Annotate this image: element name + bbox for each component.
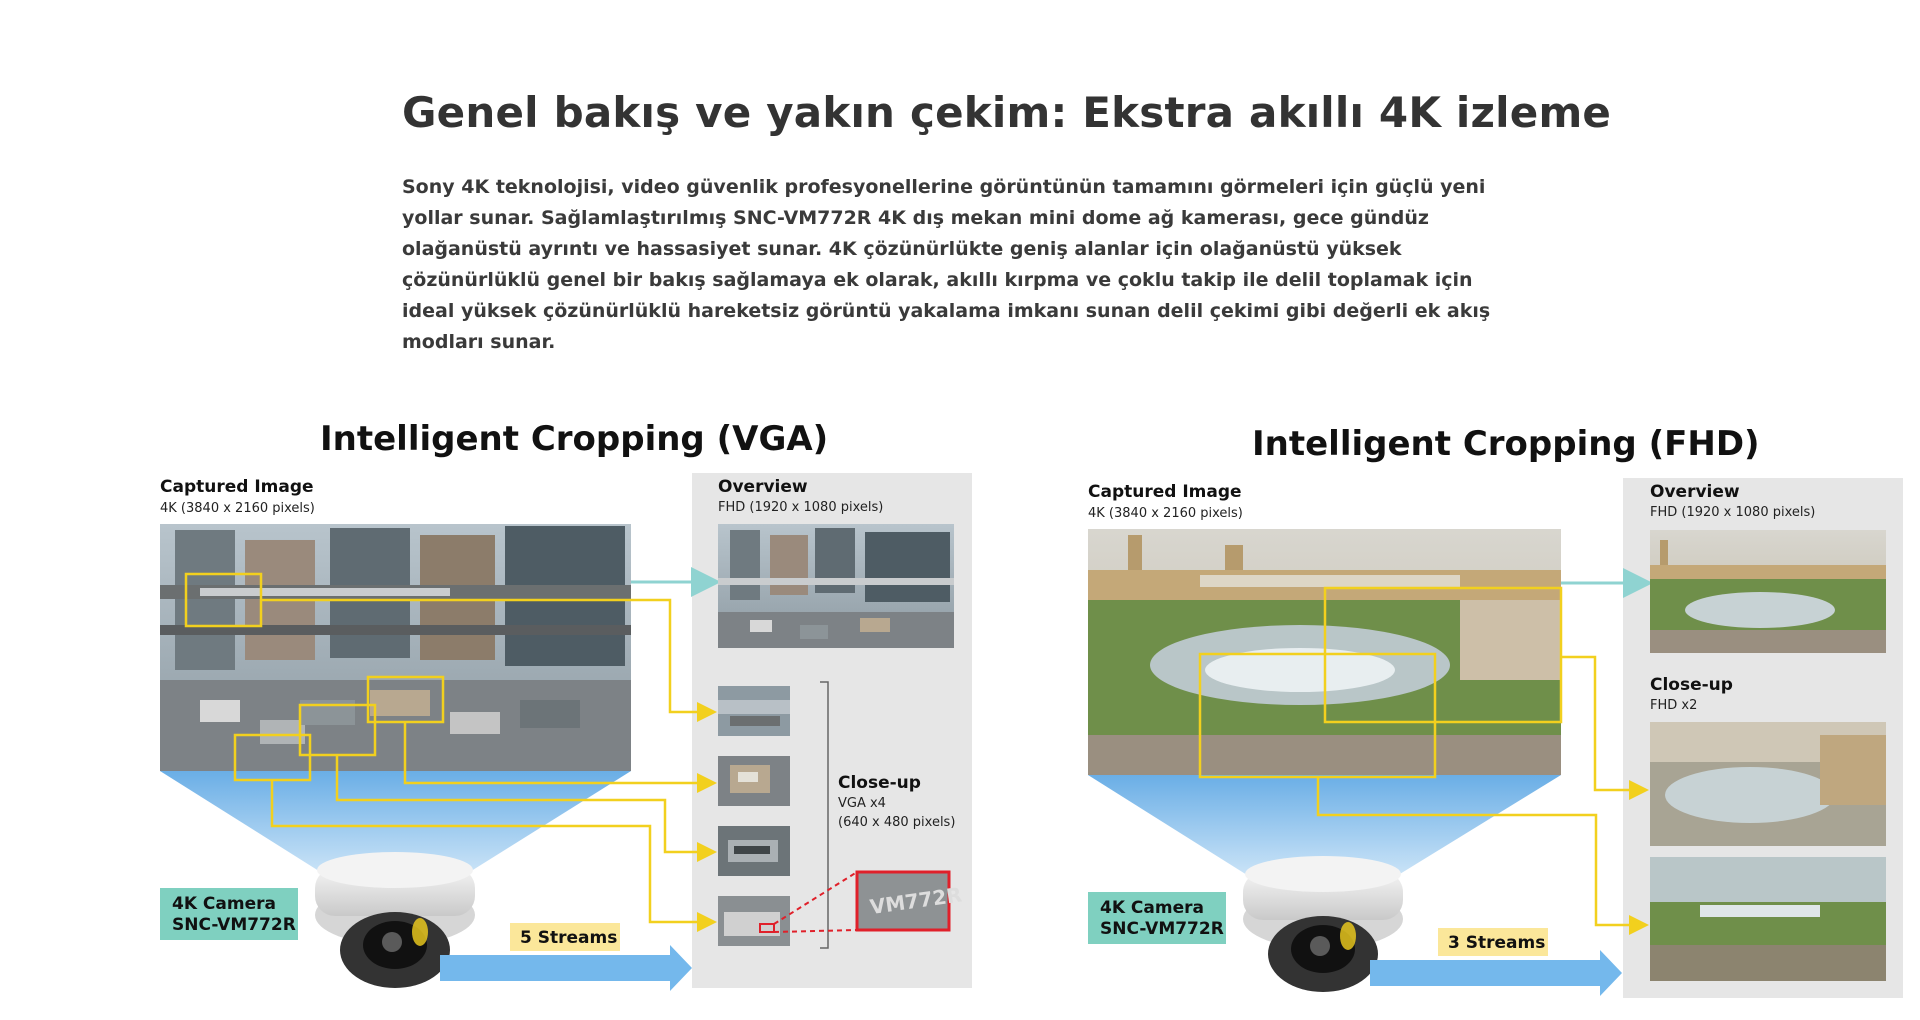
fhd-camera-line1: 4K Camera — [1100, 898, 1204, 918]
vga-plate-zoom — [857, 872, 963, 930]
fhd-overview-image — [1650, 530, 1886, 653]
diagram-vga-title: Intelligent Cropping (VGA) — [320, 419, 829, 459]
fhd-camera-tag — [1088, 892, 1226, 944]
vga-camera-tag — [160, 888, 298, 940]
vga-overview-image — [718, 524, 954, 648]
intro-paragraph: Sony 4K teknolojisi, video güvenlik profesyonellerine görüntünün tamamını görmeleri için güçlü yeni yollar sunar. Sağlamlaştırılmış SNC-VM772R 4K dış mekan mini dome ağ kamerası, gece gündüz olağanüstü ayrıntı ve hassasiyet sunar. 4K çözünürlükte geniş alanlar için olağanüstü yüksek çözünürlüklü genel bir bakış sağlamaya ek olarak, akıllı kırpma ve çoklu takip ile delil toplamak için ideal yüksek çözünürlüklü hareketsiz görüntü yakalama imkanı sunan delil çekimi gibi değerli ek akış modları sunar. — [402, 176, 1491, 353]
vga-captured-sub: 4K (3840 x 2160 pixels) — [160, 501, 315, 516]
page-title: Genel bakış ve yakın çekim: Ekstra akıllı 4K izleme — [402, 88, 1612, 137]
fhd-streams-arrow — [1370, 950, 1622, 996]
fhd-streams-label: 3 Streams — [1448, 933, 1546, 953]
vga-streams-arrow — [440, 945, 692, 991]
vga-streams-label: 5 Streams — [520, 928, 618, 948]
vga-captured-label: Captured Image — [160, 477, 314, 497]
fhd-closeup-sub: FHD x2 — [1650, 698, 1698, 713]
vga-camera-line2: SNC-VM772R — [172, 915, 296, 935]
vga-closeup-sub1: VGA x4 — [838, 796, 886, 811]
diagram-fhd-title: Intelligent Cropping (FHD) — [1252, 424, 1760, 464]
vga-captured-image — [160, 524, 631, 771]
fhd-overview-sub: FHD (1920 x 1080 pixels) — [1650, 505, 1816, 520]
vga-overview-sub: FHD (1920 x 1080 pixels) — [718, 500, 884, 515]
vga-closeup-1 — [718, 686, 790, 736]
fhd-camera-line2: SNC-VM772R — [1100, 919, 1224, 939]
fhd-closeup-1 — [1650, 722, 1886, 846]
fhd-captured-label: Captured Image — [1088, 482, 1242, 502]
vga-plate-text: VM772R — [868, 882, 964, 920]
vga-streams-tag — [510, 923, 620, 951]
diagram-fhd — [1088, 424, 1903, 998]
fhd-closeup-2 — [1650, 857, 1886, 981]
vga-camera-line1: 4K Camera — [172, 894, 276, 914]
vga-closeup-3 — [718, 826, 790, 876]
fhd-overview-label: Overview — [1650, 482, 1740, 502]
fhd-closeup-label: Close-up — [1650, 675, 1733, 695]
fhd-streams-tag — [1438, 928, 1548, 956]
vga-closeup-sub2: (640 x 480 pixels) — [838, 815, 956, 830]
vga-closeup-2 — [718, 756, 790, 806]
diagram-vga — [160, 419, 972, 991]
fhd-captured-sub: 4K (3840 x 2160 pixels) — [1088, 506, 1243, 521]
vga-closeup-label: Close-up — [838, 773, 921, 793]
vga-overview-label: Overview — [718, 477, 808, 497]
vga-closeup-4 — [718, 896, 790, 946]
